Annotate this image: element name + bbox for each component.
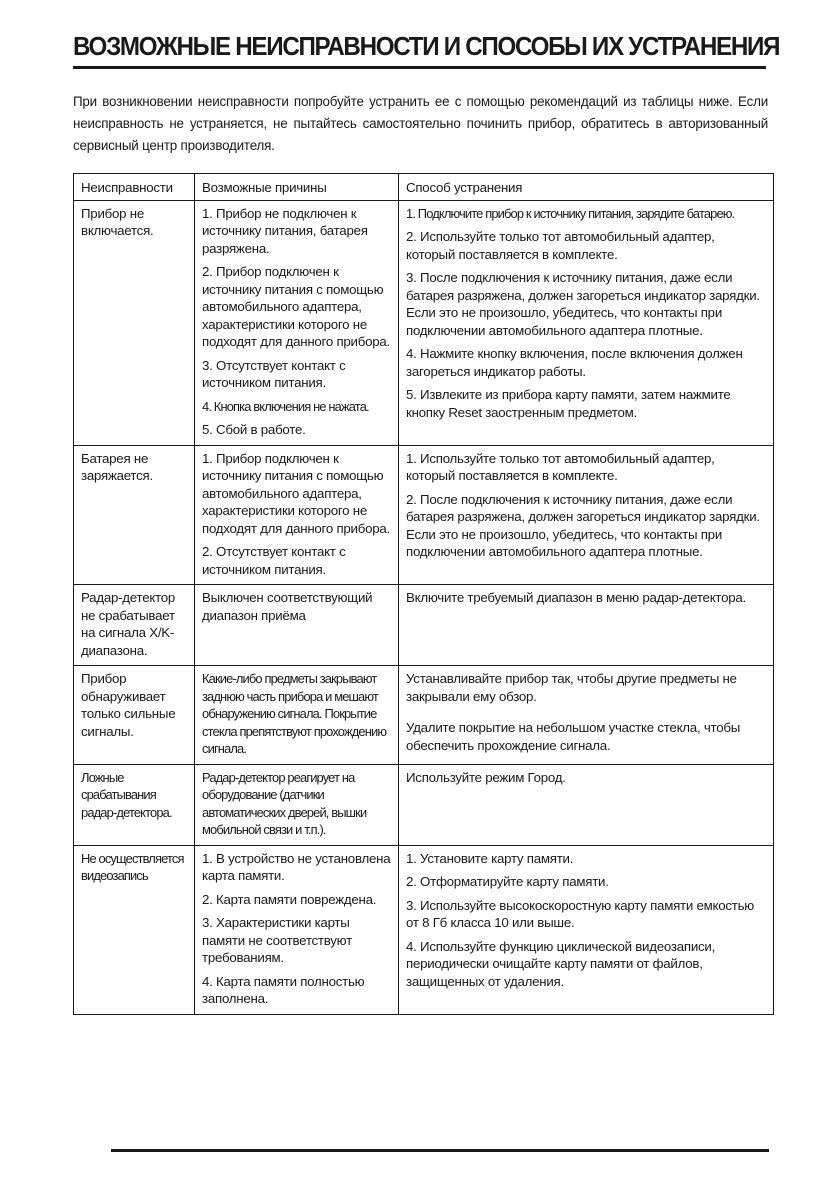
cause-item: 1. Прибор не подключен к источнику питания, батарея разряжена. [202, 205, 368, 256]
table-row [74, 764, 774, 845]
problem-cell: Не осуществляется видеозапись [74, 845, 195, 1014]
solution-item: 5. Извлеките из прибора карту памяти, затем нажмите кнопку Reset заостренным предметом. [406, 387, 731, 420]
solutions-cell [399, 445, 774, 585]
causes-cell [195, 764, 399, 845]
intro-paragraph: При возникновении неисправности попробуйте устранить ее с помощью рекомендаций из таблицы ниже. Если неисправность не устраняется, не пытайтесь самостоятельно починить прибор, обратитесь в авторизованный сервисный центр производителя. [73, 94, 768, 153]
troubleshooting-table [73, 173, 774, 1015]
causes-cell [195, 845, 399, 1014]
cause-item: 2. Карта памяти повреждена. [202, 891, 377, 907]
causes-cell [195, 200, 399, 445]
solution-item: 4. Нажмите кнопку включения, после включения должен загореться индикатор работы. [406, 346, 743, 379]
cause-item: Радар-детектор реагирует на оборудование (датчики автоматических дверей, вышки мобильной связи и т.п.). [202, 769, 367, 837]
problem-cell: Батарея не заряжается. [74, 445, 195, 585]
causes-cell [195, 585, 399, 666]
solution-item: Удалите покрытие на небольшом участке стекла, чтобы обеспечить прохождение сигнала. [406, 720, 741, 753]
problem-cell: Радар-детектор не срабатывает на сигнала X/K-диапазона. [74, 585, 195, 666]
header-causes: Возможные причины [195, 174, 399, 201]
cause-item: 1. Прибор подключен к источнику питания с помощью автомобильного адаптера, характеристики которого не подходят для данного прибора. [202, 450, 390, 536]
page-title: ВОЗМОЖНЫЕ НЕИСПРАВНОСТИ И СПОСОБЫ ИХ УСТРАНЕНИЯ [73, 31, 780, 61]
cause-item: 2. Прибор подключен к источнику питания с помощью автомобильного адаптера, характеристики которого не подходят для данного прибора. [202, 264, 390, 349]
solution-item: 2. Отформатируйте карту памяти. [406, 874, 609, 889]
solution-item: 2. После подключения к источнику питания, даже если батарея разряжена, должен загореться индикатор зарядки. Если это не произошло, убедитесь, что контакты при подключении автомобильного адаптера плотные. [406, 491, 760, 559]
cause-item: 5. Сбой в работе. [202, 422, 306, 437]
solution-item: 3. Используйте высокоскоростную карту памяти емкостью от 8 Гб класса 10 или выше. [406, 897, 755, 930]
causes-cell [195, 666, 399, 765]
table-row [74, 666, 774, 765]
solution-item: 1. Подключите прибор к источнику питания, зарядите батарею. [406, 205, 735, 221]
header-problems: Неисправности [74, 174, 195, 201]
cause-item: 3. Характеристики карты памяти не соответствуют требованиям. [202, 915, 352, 965]
cause-item: 2. Отсутствует контакт с источником питания. [202, 544, 346, 577]
solution-item: Используйте режим Город. [406, 769, 566, 785]
header-solutions: Способ устранения [399, 174, 774, 201]
solution-item: Устанавливайте прибор так, чтобы другие предметы не закрывали ему обзор. [406, 671, 737, 704]
solution-item: 1. Используйте только тот автомобильный адаптер, который поставляется в комплекте. [406, 450, 715, 483]
solution-item: 4. Используйте функцию циклической видеозаписи, периодически очищайте карту памяти от файлов, защищенных от удаления. [406, 938, 716, 989]
cause-item: Выключен соответствующий диапазон приёма [202, 590, 373, 623]
causes-cell [195, 445, 399, 585]
solutions-cell [399, 585, 774, 666]
problem-cell: Прибор обнаруживает только сильные сигналы. [74, 666, 195, 765]
table-row [74, 585, 774, 666]
problem-cell: Ложные срабатывания радар-детектора. [74, 764, 195, 845]
solutions-cell [399, 764, 774, 845]
footer-rule [111, 1149, 769, 1152]
solutions-cell [399, 845, 774, 1014]
title-underline [73, 66, 766, 69]
solutions-cell [399, 666, 774, 765]
cause-item: 4. Кнопка включения не нажата. [202, 398, 369, 414]
cause-item: 1. В устройство не установлена карта памяти. [202, 850, 391, 883]
table-row [74, 200, 774, 445]
cause-item: 4. Карта памяти полностью заполнена. [202, 973, 365, 1006]
table-row [74, 845, 774, 1014]
problem-cell: Прибор не включается. [74, 200, 195, 445]
table-header-row [74, 174, 774, 201]
solutions-cell [399, 200, 774, 445]
cause-item: Какие-либо предметы закрывают заднюю часть прибора и мешают обнаружению сигнала. Покрытие стекла препятствуют прохождению сигнала. [202, 671, 387, 756]
solution-item: Включите требуемый диапазон в меню радар-детектора. [406, 590, 746, 605]
cause-item: 3. Отсутствует контакт с источником питания. [202, 357, 346, 390]
table-row [74, 445, 774, 585]
solution-item: 2. Используйте только тот автомобильный адаптер, который поставляется в комплекте. [406, 229, 715, 262]
solution-item: 1. Установите карту памяти. [406, 850, 574, 866]
solution-item: 3. После подключения к источнику питания, даже если батарея разряжена, должен загореться индикатор зарядки. Если это не произошло, убедитесь, что контакты при подключении автомобильного адаптера плотные. [406, 270, 760, 338]
